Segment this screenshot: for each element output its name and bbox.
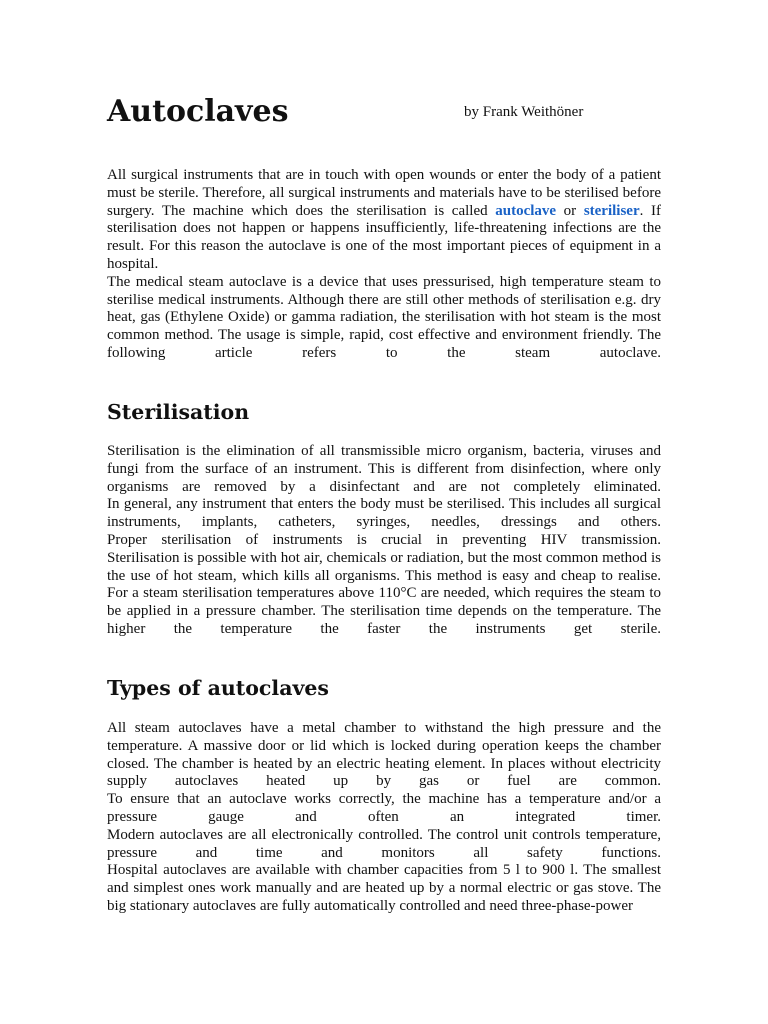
author-byline: by Frank Weithöner	[464, 104, 584, 120]
types-paragraph-2: To ensure that an autoclave works correctly, the machine has a temperature and/or a pressure gauge and often an integrated timer.	[107, 791, 661, 825]
sterilisation-paragraph-2: In general, any instrument that enters the body must be sterilised. This includes all surgical instruments, implants, catheters, syringes, needles, dressings and others.	[107, 496, 661, 531]
steriliser-link[interactable]: steriliser	[583, 202, 640, 219]
types-section	[107, 720, 661, 916]
sterilisation-heading: Sterilisation	[107, 400, 250, 424]
intro-section	[107, 167, 661, 363]
intro-text-or: or	[556, 202, 584, 219]
intro-text-end: . If sterilisation does not happen or happens insufficiently, life-threatening infections are the result. For this reason the autoclave is one of the most important pieces of equipment in a hospital.	[107, 202, 661, 272]
intro-paragraph-1	[107, 167, 661, 274]
types-heading: Types of autoclaves	[107, 676, 329, 700]
sterilisation-paragraph-3: Proper sterilisation of instruments is crucial in preventing HIV transmission.	[107, 531, 661, 548]
intro-text-start: All surgical instruments that are in touch with open wounds or enter the body of a patient must be sterile. Therefore, all surgical instruments and materials have to be sterilised before surgery. The machine which does the sterilisation is called	[107, 167, 661, 219]
document-title: Autoclaves	[107, 94, 289, 129]
types-paragraph-4: Hospital autoclaves are available with chamber capacities from 5 l to 900 l. The smallest and simplest ones work manually and are heated up by a normal electric or gas stove. The big stationary autoclaves are fully automatically controlled and need three-phase-power	[107, 862, 661, 914]
types-paragraph-3: Modern autoclaves are all electronically controlled. The control unit controls temperature, pressure and time and monitors all safety functions.	[107, 826, 661, 861]
sterilisation-paragraph-4: Sterilisation is possible with hot air, chemicals or radiation, but the most common method is the use of hot steam, which kills all organisms. This method is easy and cheap to realise. For a steam sterilisation temperatures above 110°C are needed, which requires the steam to be applied in a pressure chamber. The sterilisation time depends on the temperature. The higher the temperature the faster the instruments get sterile.	[107, 549, 661, 637]
sterilisation-paragraph-1: Sterilisation is the elimination of all transmissible micro organism, bacteria, viruses and fungi from the surface of an instrument. This is different from disinfection, where only organisms are removed by a disinfectant and are not completely eliminated.	[107, 443, 661, 495]
sterilisation-section	[107, 443, 661, 639]
autoclave-link[interactable]: autoclave	[495, 202, 557, 219]
intro-paragraph-2: The medical steam autoclave is a device that uses pressurised, high temperature steam to sterilise medical instruments. Although there are still other methods of sterilisation e.g. dry heat, gas (Ethylene Oxide) or gamma radiation, the sterilisation with hot steam is the most common method. The usage is simple, rapid, cost effective and environment friendly. The following article refers to the steam autoclave.	[107, 273, 661, 361]
types-paragraph-1: All steam autoclaves have a metal chamber to withstand the high pressure and the temperature. A massive door or lid which is locked during operation keeps the chamber closed. The chamber is heated by an electric heating element. In places without electricity supply autoclaves heated up by gas or fuel are common.	[107, 720, 661, 790]
